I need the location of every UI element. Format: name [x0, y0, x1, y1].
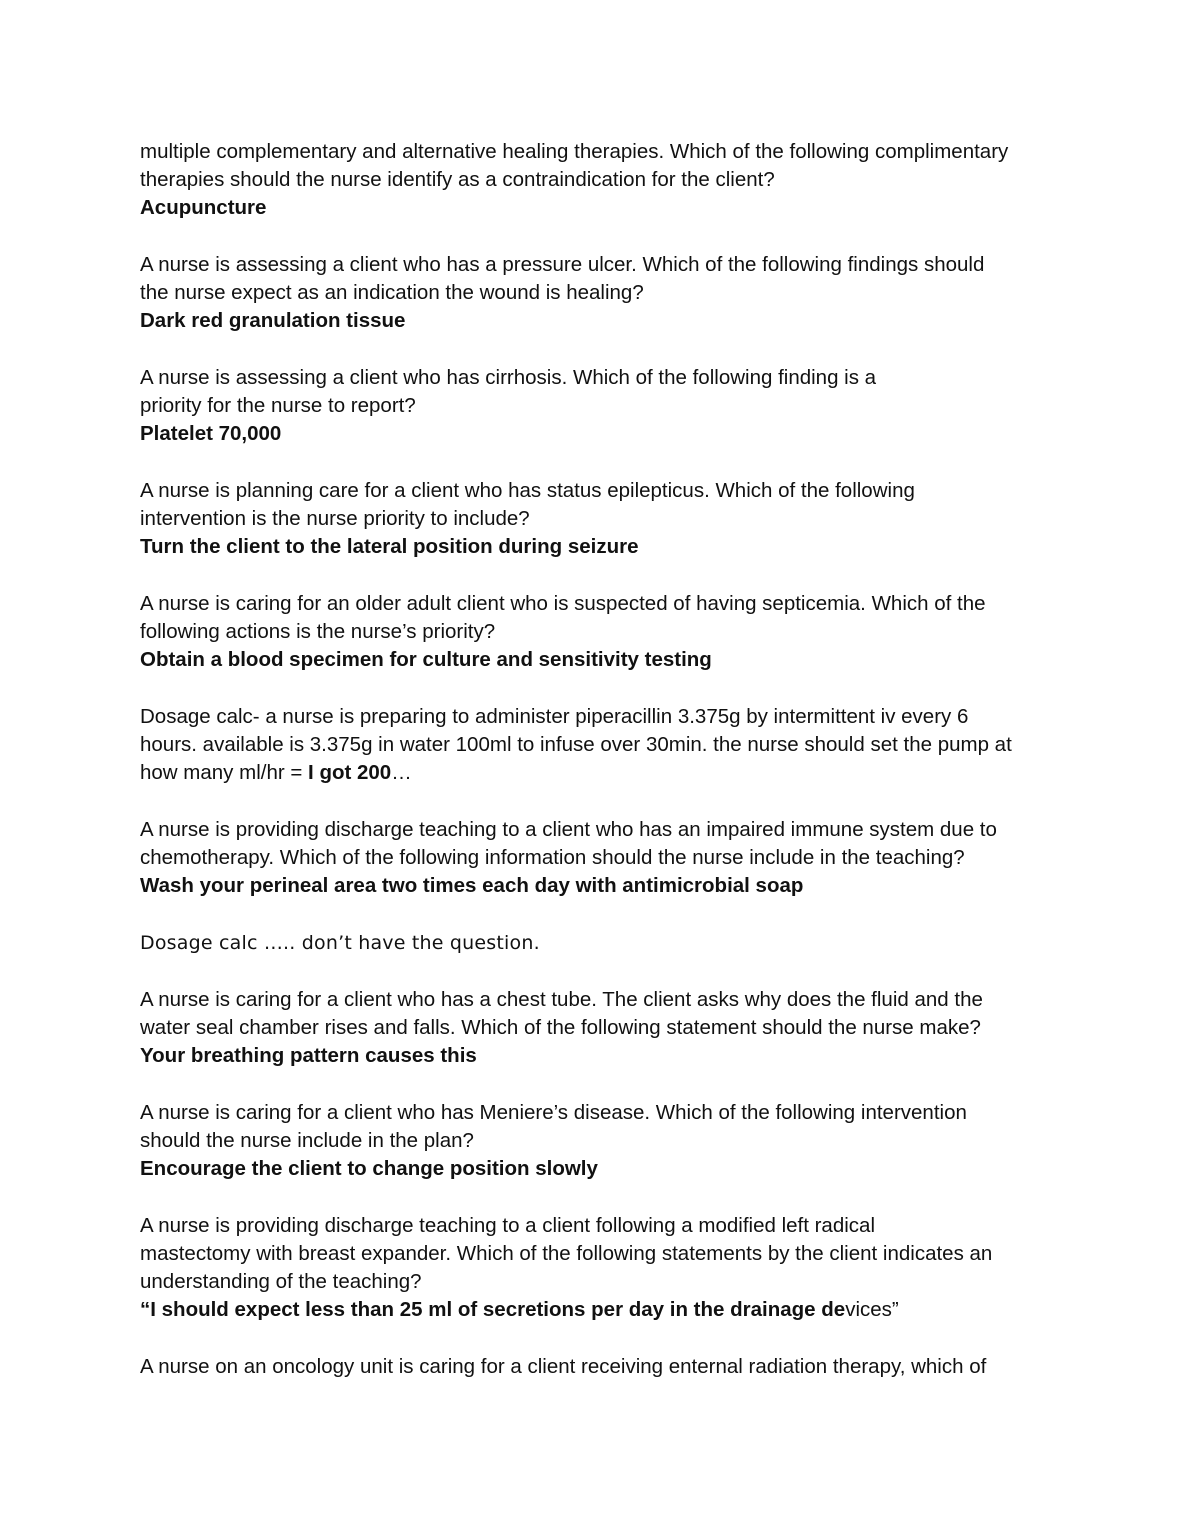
- question-text: A nurse is providing discharge teaching to a client following a modified left radical: [140, 1214, 875, 1237]
- question-text: A nurse is caring for a client who has a chest tube. The client asks why does the fluid and the: [140, 988, 983, 1011]
- answer-text-plain: vices”: [845, 1298, 899, 1321]
- question-item: [140, 816, 1060, 900]
- answer-text: Dark red granulation tissue: [140, 309, 406, 332]
- answer-text: I got 200: [308, 761, 392, 784]
- question-text: A nurse is caring for a client who has Meniere’s disease. Which of the following intervention: [140, 1101, 967, 1124]
- question-answer-line: [140, 759, 1060, 787]
- question-text: priority for the nurse to report?: [140, 394, 416, 417]
- note-item: [140, 929, 1060, 957]
- question-text: multiple complementary and alternative healing therapies. Which of the following complimentary: [140, 140, 1009, 163]
- question-item: [140, 986, 1060, 1070]
- answer-text: Turn the client to the lateral position during seizure: [140, 535, 639, 558]
- answer-text: Encourage the client to change position slowly: [140, 1157, 598, 1180]
- question-text: the nurse expect as an indication the wound is healing?: [140, 281, 644, 304]
- answer-text: Obtain a blood specimen for culture and sensitivity testing: [140, 648, 712, 671]
- answer-text: Platelet 70,000: [140, 422, 282, 445]
- question-item: [140, 364, 1060, 448]
- question-item: [140, 477, 1060, 561]
- question-item: [140, 138, 1060, 222]
- document-page: [140, 138, 1060, 1410]
- answer-text: Acupuncture: [140, 196, 267, 219]
- question-text: A nurse is planning care for a client who has status epilepticus. Which of the following: [140, 479, 915, 502]
- question-text: following actions is the nurse’s priority?: [140, 620, 496, 643]
- question-text: therapies should the nurse identify as a contraindication for the client?: [140, 168, 775, 191]
- question-text: Dosage calc- a nurse is preparing to administer piperacillin 3.375g by intermittent iv every 6: [140, 705, 969, 728]
- question-text: intervention is the nurse priority to include?: [140, 507, 530, 530]
- question-text: how many ml/hr =: [140, 761, 309, 784]
- note-text: Dosage calc ….. don’t have the question.: [140, 932, 540, 954]
- question-text: should the nurse include in the plan?: [140, 1129, 474, 1152]
- question-item: [140, 1353, 1060, 1381]
- answer-text: Wash your perineal area two times each day with antimicrobial soap: [140, 874, 804, 897]
- question-text: chemotherapy. Which of the following information should the nurse include in the teaching?: [140, 846, 965, 869]
- question-text: A nurse on an oncology unit is caring for a client receiving enternal radiation therapy, which of: [140, 1355, 987, 1378]
- question-text: A nurse is caring for an older adult client who is suspected of having septicemia. Which of the: [140, 592, 986, 615]
- question-text: understanding of the teaching?: [140, 1270, 422, 1293]
- answer-text: “I should expect less than 25 ml of secretions per day in the drainage de: [140, 1298, 846, 1321]
- question-text: A nurse is providing discharge teaching to a client who has an impaired immune system due to: [140, 818, 997, 841]
- question-item: [140, 1212, 1060, 1324]
- question-text: A nurse is assessing a client who has cirrhosis. Which of the following finding is a: [140, 366, 877, 389]
- question-text: water seal chamber rises and falls. Which of the following statement should the nurse make?: [140, 1016, 981, 1039]
- question-item: [140, 590, 1060, 674]
- answer-text: Your breathing pattern causes this: [140, 1044, 477, 1067]
- question-text: A nurse is assessing a client who has a pressure ulcer. Which of the following findings should: [140, 253, 985, 276]
- question-item: [140, 703, 1060, 787]
- ellipsis-text: …: [391, 761, 412, 784]
- question-text: hours. available is 3.375g in water 100ml to infuse over 30min. the nurse should set the pump at: [140, 733, 1012, 756]
- question-item: [140, 1099, 1060, 1183]
- question-item: [140, 251, 1060, 335]
- question-text: mastectomy with breast expander. Which of the following statements by the client indicates an: [140, 1242, 993, 1265]
- answer-line: [140, 1296, 1060, 1324]
